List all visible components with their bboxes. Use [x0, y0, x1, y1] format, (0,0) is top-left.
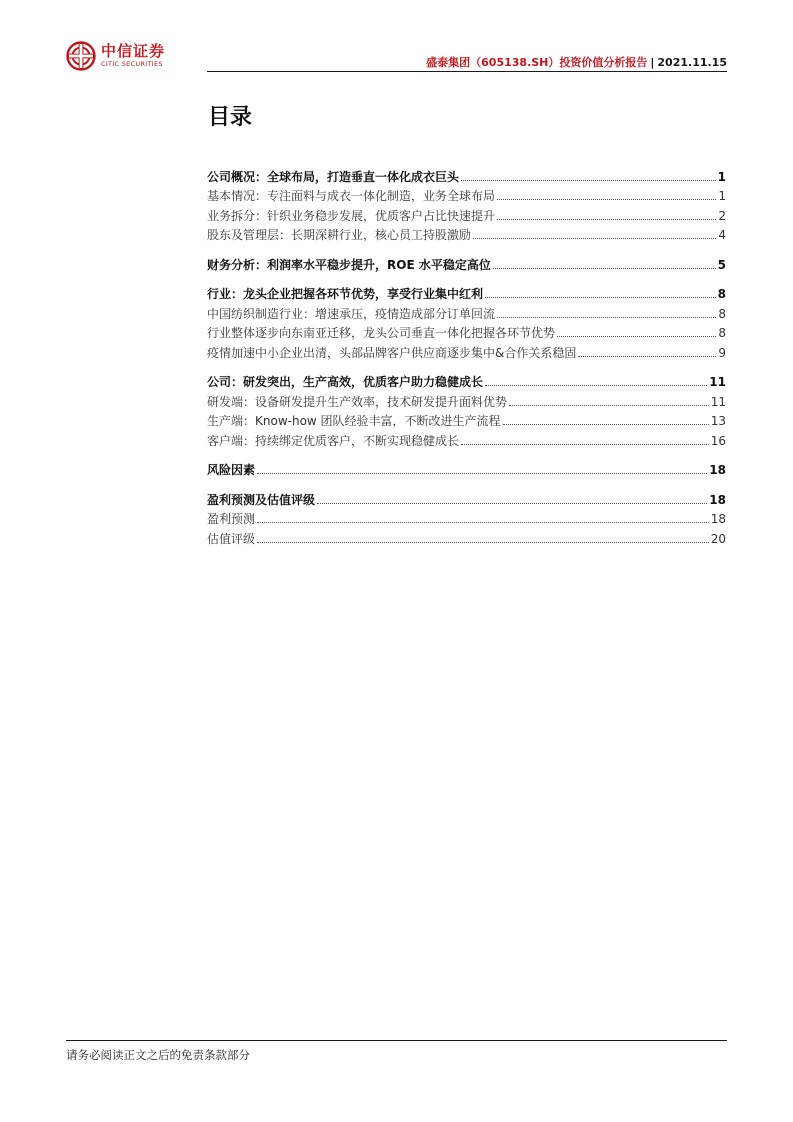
- toc-entry-title: 财务分析：利润率水平稳步提升，ROE 水平稳定高位: [207, 257, 491, 272]
- toc-page-number: 20: [710, 531, 726, 546]
- toc-section-entry[interactable]: [207, 282, 726, 302]
- toc-dot-leader: [578, 355, 716, 357]
- toc-dot-leader: [493, 267, 716, 269]
- toc-dot-leader: [317, 502, 707, 504]
- toc-subsection-entry[interactable]: [207, 428, 726, 448]
- toc-entry-title: 研发端：设备研发提升生产效率，技术研发提升面料优势: [207, 394, 508, 409]
- table-of-contents: [207, 164, 726, 556]
- toc-entry-title: 生产端：Know-how 团队经验丰富，不断改进生产流程: [207, 414, 501, 428]
- citic-logo-icon: [66, 41, 96, 71]
- toc-dot-leader: [497, 316, 716, 318]
- toc-entry-title: 基本情况：专注面料与成衣一体化制造，业务全球布局: [207, 189, 496, 203]
- toc-section: [207, 370, 726, 448]
- toc-subsection-entry[interactable]: [207, 507, 726, 527]
- toc-subsection-entry[interactable]: [207, 526, 726, 546]
- toc-page-number: 1: [718, 189, 726, 203]
- toc-entry-title: 盈利预测及估值评级: [207, 492, 316, 507]
- toc-entry-title: 业务拆分：针织业务稳步发展，优质客户占比快速提升: [207, 208, 496, 223]
- toc-subsection-entry[interactable]: [207, 389, 726, 409]
- toc-section-entry[interactable]: [207, 458, 726, 478]
- toc-page-number: 18: [710, 512, 726, 526]
- brand-name-en: CITIC SECURITIES: [101, 60, 163, 68]
- toc-page-number: 8: [718, 326, 726, 340]
- toc-dot-leader: [473, 237, 716, 239]
- toc-entry-title: 行业整体逐步向东南亚迁移，龙头公司垂直一体化把握各环节优势: [207, 326, 556, 340]
- toc-section: [207, 282, 726, 360]
- toc-page-number: 8: [718, 306, 726, 321]
- disclaimer-note: 请务必阅读正文之后的免责条款部分: [66, 1048, 250, 1062]
- toc-heading: 目录: [208, 105, 253, 130]
- toc-dot-leader: [557, 335, 716, 337]
- toc-dot-leader: [497, 218, 716, 220]
- footer-rule: [66, 1040, 727, 1041]
- toc-page-number: 16: [710, 433, 726, 448]
- toc-page-number: 9: [718, 345, 726, 360]
- toc-page-number: 18: [709, 463, 726, 477]
- toc-entry-title: 疫情加速中小企业出清，头部品牌客户供应商逐步集中&合作关系稳固: [207, 345, 577, 360]
- toc-entry-title: 盈利预测: [207, 512, 256, 526]
- toc-entry-title: 公司概况：全球布局，打造垂直一体化成衣巨头: [207, 169, 460, 184]
- toc-dot-leader: [257, 521, 709, 523]
- toc-dot-leader: [485, 296, 716, 298]
- toc-dot-leader: [503, 423, 709, 425]
- toc-section-entry[interactable]: [207, 487, 726, 507]
- toc-page-number: 2: [718, 208, 726, 223]
- toc-section-entry[interactable]: [207, 252, 726, 272]
- report-date: 2021.11.15: [657, 56, 727, 69]
- toc-entry-title: 估值评级: [207, 531, 256, 546]
- header-rule: [207, 71, 727, 72]
- toc-subsection-entry[interactable]: [207, 223, 726, 243]
- toc-dot-leader: [509, 404, 709, 406]
- toc-entry-title: 客户端：持续绑定优质客户，不断实现稳健成长: [207, 433, 460, 448]
- toc-subsection-entry[interactable]: [207, 203, 726, 223]
- toc-subsection-entry[interactable]: [207, 301, 726, 321]
- toc-section: [207, 164, 726, 242]
- toc-entry-title: 股东及管理层：长期深耕行业，核心员工持股激励: [207, 228, 472, 242]
- toc-section-entry[interactable]: [207, 164, 726, 184]
- toc-page-number: 8: [717, 287, 726, 301]
- toc-page-number: 18: [709, 492, 726, 507]
- toc-page-number: 4: [718, 228, 726, 242]
- toc-page-number: 11: [710, 394, 726, 409]
- toc-section: [207, 252, 726, 272]
- brand-name-cn: 中信证券: [101, 42, 166, 60]
- toc-entry-title: 中国纺织制造行业：增速承压，疫情造成部分订单回流: [207, 306, 496, 321]
- toc-section-entry[interactable]: [207, 370, 726, 390]
- toc-page-number: 13: [710, 414, 726, 428]
- toc-dot-leader: [461, 179, 716, 181]
- toc-dot-leader: [485, 384, 707, 386]
- toc-section: [207, 487, 726, 546]
- toc-subsection-entry[interactable]: [207, 321, 726, 341]
- toc-dot-leader: [461, 443, 709, 445]
- report-title: 盛泰集团（605138.SH）投资价值分析报告: [426, 56, 648, 69]
- toc-entry-title: 风险因素: [207, 463, 256, 477]
- toc-page-number: 5: [717, 257, 726, 272]
- toc-subsection-entry[interactable]: [207, 184, 726, 204]
- toc-page-number: 11: [709, 375, 726, 389]
- toc-dot-leader: [497, 198, 716, 200]
- toc-entry-title: 行业：龙头企业把握各环节优势，享受行业集中红利: [207, 287, 484, 301]
- header-separator: |: [650, 56, 655, 69]
- toc-dot-leader: [257, 472, 707, 474]
- toc-subsection-entry[interactable]: [207, 409, 726, 429]
- toc-subsection-entry[interactable]: [207, 340, 726, 360]
- toc-entry-title: 公司：研发突出，生产高效，优质客户助力稳健成长: [207, 375, 484, 389]
- report-header: [426, 54, 727, 70]
- citic-securities-logo: [66, 40, 165, 72]
- toc-page-number: 1: [717, 169, 726, 184]
- toc-dot-leader: [257, 541, 709, 543]
- toc-section: [207, 458, 726, 478]
